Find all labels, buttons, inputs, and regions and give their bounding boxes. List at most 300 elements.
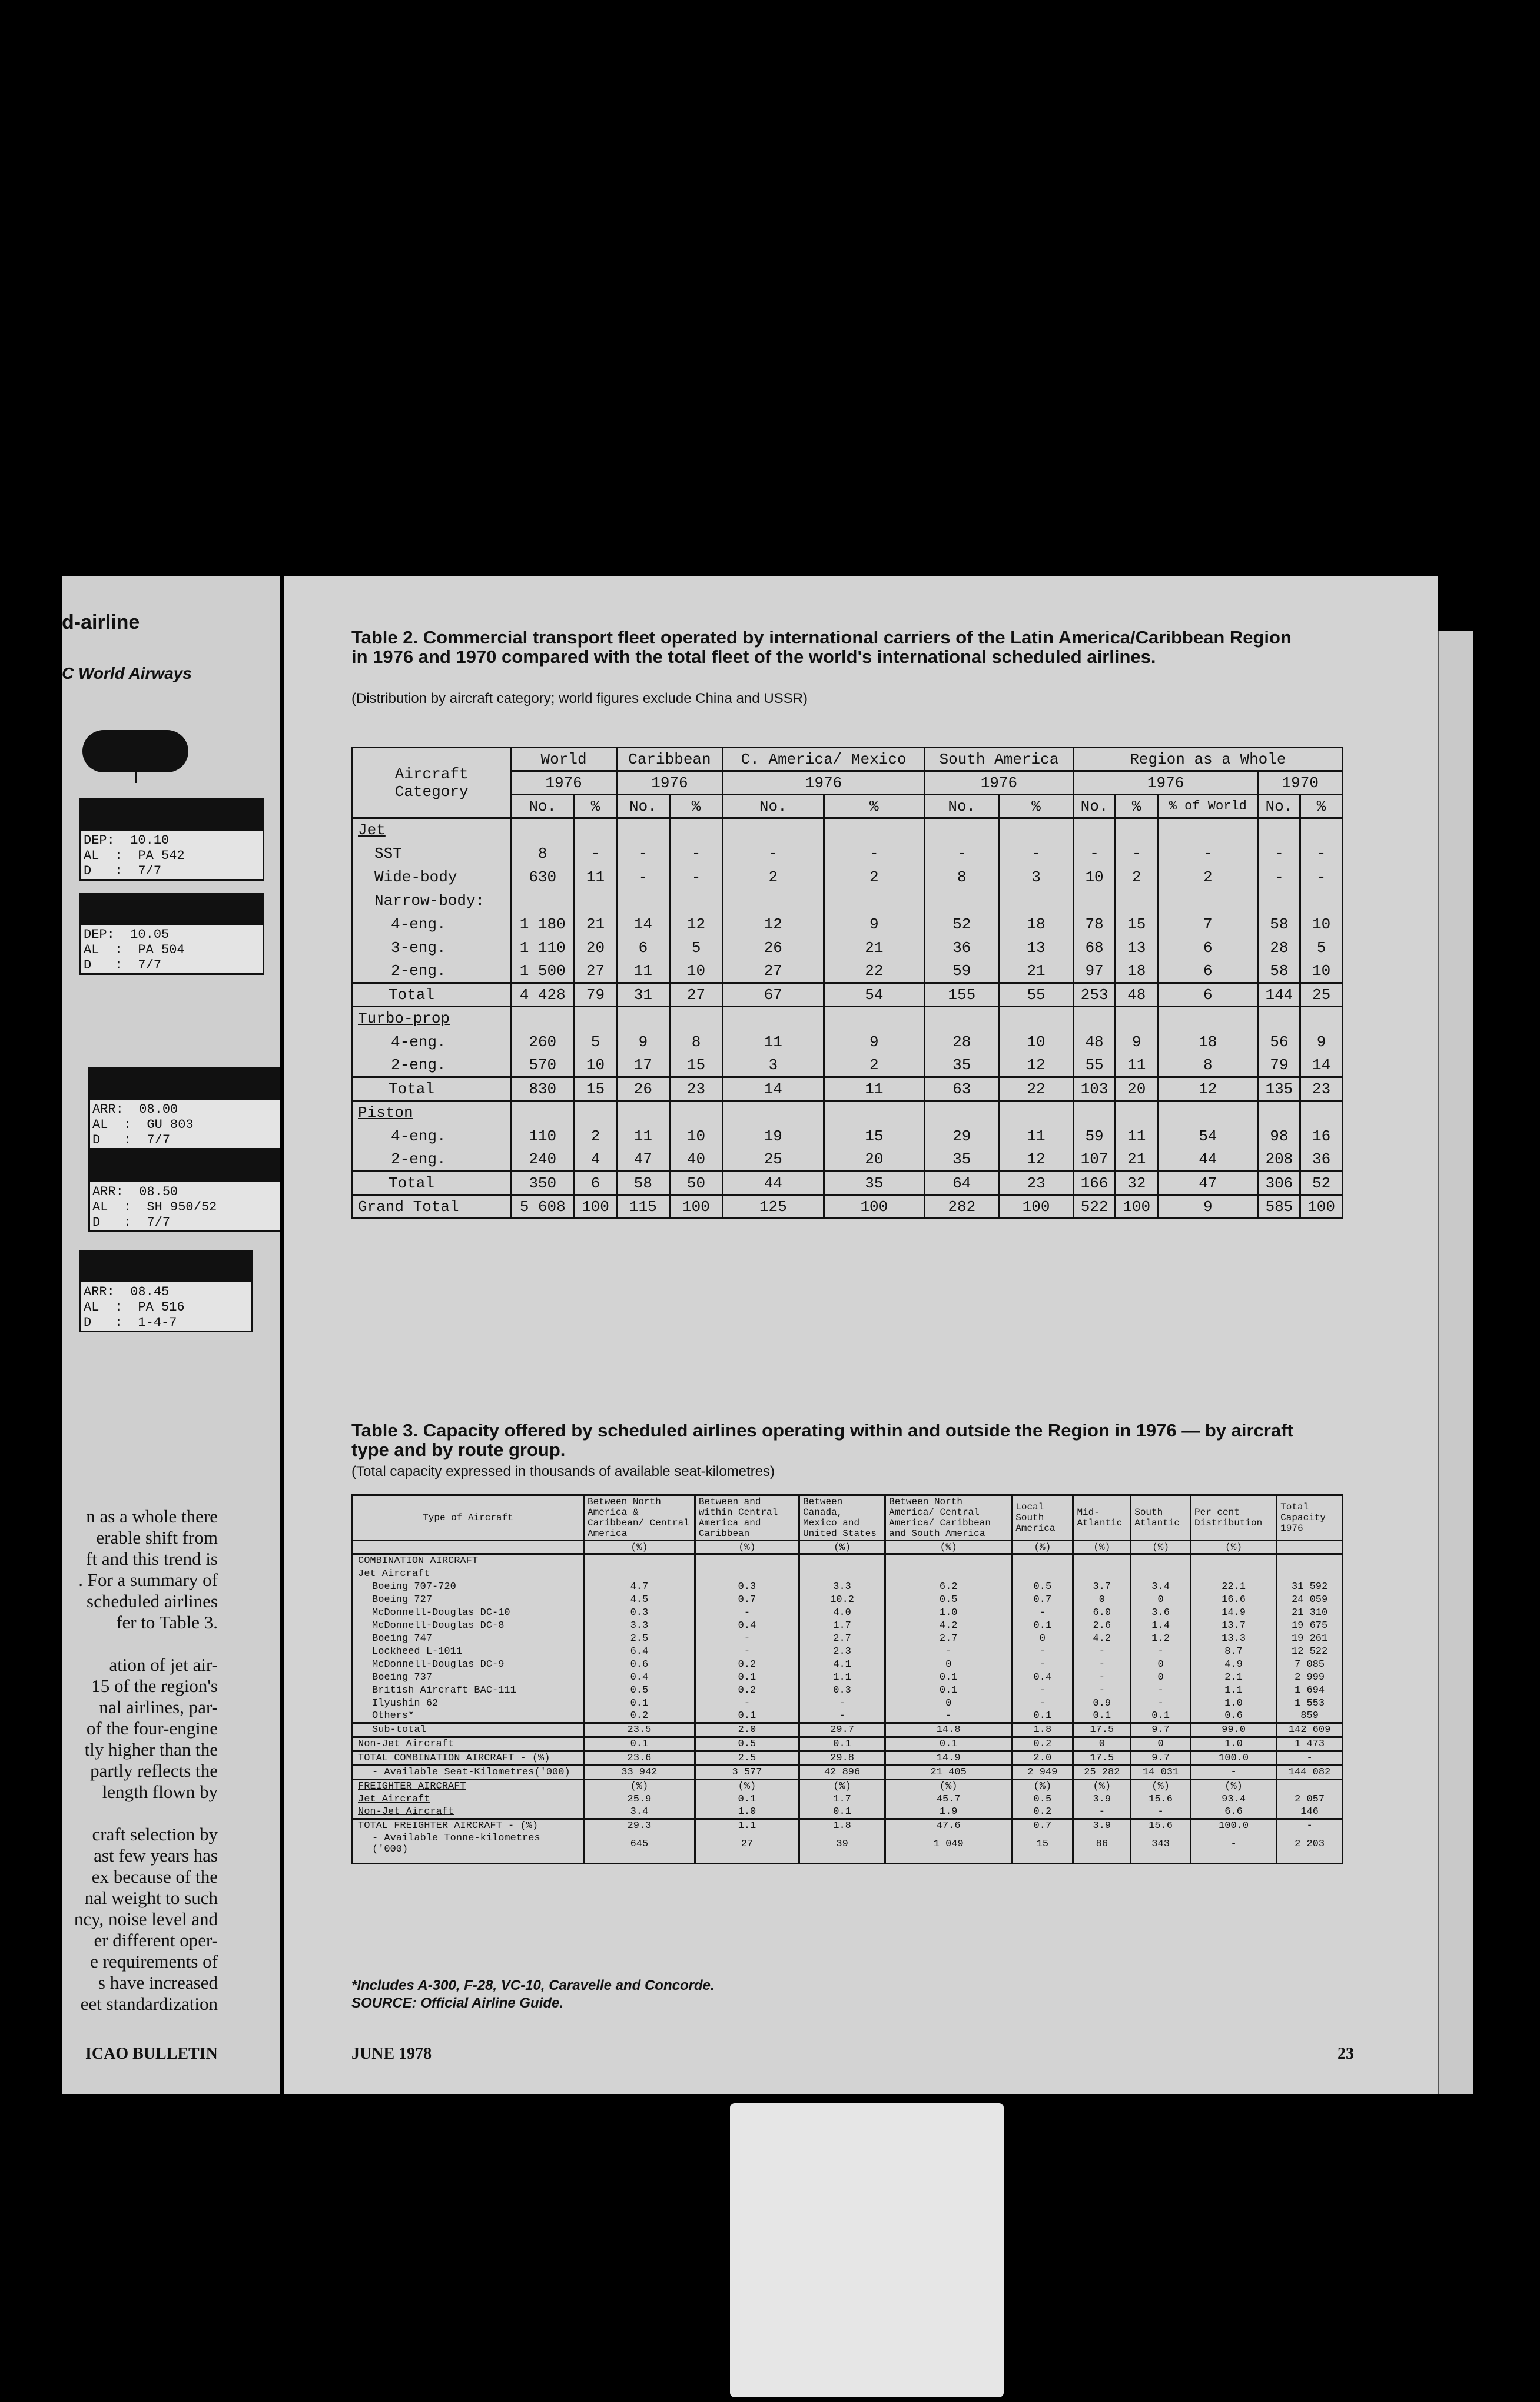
body-line: craft selection by [92,1824,218,1844]
body-line [62,1803,218,1824]
table-cell [616,1101,669,1124]
table-cell: 9.7 [1131,1751,1191,1766]
table-cell: 5 608 [511,1195,575,1219]
table-cell: - [1191,1766,1277,1780]
table-cell: 18 [999,913,1073,936]
table-cell: 27 [723,960,824,983]
table-cell: - [695,1606,799,1619]
table-cell: 9 [1300,1030,1343,1054]
flight-box-header [90,1069,280,1100]
unit-cell: (%) [1073,1541,1131,1554]
table-cell: 3 [999,865,1073,889]
row-label: Boeing 707-720 [353,1580,584,1593]
table-cell: 20 [824,1148,925,1172]
table-cell: 2 [824,865,925,889]
table-cell: 14 [616,913,669,936]
table-cell: 0.1 [695,1793,799,1806]
table-cell: 12 [999,1148,1073,1172]
table-cell: 3 [723,1054,824,1077]
table-cell: 21 405 [885,1766,1012,1780]
column-header: Total Capacity 1976 [1277,1495,1343,1541]
table-cell: 64 [925,1172,999,1195]
table-cell: - [723,842,824,865]
table-row [353,1806,1343,1819]
table-cell: - [695,1645,799,1658]
body-line: s have increased [98,1972,218,1993]
table-cell: 1.9 [885,1806,1012,1819]
table-cell: - [925,842,999,865]
table-cell: 28 [925,1030,999,1054]
table-cell: 10 [669,1124,722,1148]
table-cell [1158,889,1258,913]
table-cell [723,1007,824,1030]
table-cell: 3.9 [1073,1793,1131,1806]
table-cell: 282 [925,1195,999,1219]
table-cell: 2 [1116,865,1158,889]
table-cell: 3.6 [1131,1606,1191,1619]
table-cell: 12 [669,913,722,936]
table-cell: 14 [1300,1054,1343,1077]
table-cell: 2 203 [1277,1832,1343,1856]
table-cell: 1.8 [799,1819,885,1833]
table3-title: Capacity offered by scheduled airlines operating within and outside the Region in 1976 — by aircraft type and by route group. [351,1420,1293,1460]
table-row [353,1007,1343,1030]
table-cell [1073,1554,1131,1568]
row-label: McDonnell-Douglas DC-9 [353,1658,584,1671]
row-label: Boeing 747 [353,1632,584,1645]
table-cell [1300,818,1343,842]
table-cell: - [1258,865,1300,889]
table-row [353,889,1343,913]
table-cell: 19 [723,1124,824,1148]
table-row [353,818,1343,842]
table-cell: - [1073,1671,1131,1684]
table-cell: - [1116,842,1158,865]
table-cell: - [885,1645,1012,1658]
table-cell [1012,1554,1073,1568]
table-row [353,1671,1343,1684]
table-cell [925,1007,999,1030]
table-cell: 0.3 [584,1606,695,1619]
table-cell: 8 [669,1030,722,1054]
table-cell: 17 [616,1054,669,1077]
table-cell: 2 057 [1277,1793,1343,1806]
row-label: 2-eng. [353,1054,511,1077]
left-body-text [62,1506,218,2015]
table-cell: (%) [1012,1780,1073,1793]
table-cell: - [1012,1697,1073,1710]
row-label: FREIGHTER AIRCRAFT [353,1780,584,1793]
table-cell: (%) [799,1780,885,1793]
table-cell: 2.5 [695,1751,799,1766]
column-header: No. [1073,795,1116,818]
table-cell: 125 [723,1195,824,1219]
flight-box-line: ARR: 08.00 [92,1102,178,1117]
table-row [353,1124,1343,1148]
table-cell [999,1101,1073,1124]
table-cell: 13 [999,936,1073,960]
table-cell: 0 [885,1658,1012,1671]
table-cell: 585 [1258,1195,1300,1219]
table-cell: 0.2 [695,1684,799,1697]
table-cell: 0.9 [1073,1697,1131,1710]
table-cell: 1.4 [1131,1619,1191,1632]
table-cell: 11 [1116,1124,1158,1148]
table-cell: 2.7 [885,1632,1012,1645]
body-line: er different oper- [94,1930,218,1950]
table-cell: 25.9 [584,1793,695,1806]
table-cell: 10 [1300,960,1343,983]
table-cell: 0.1 [885,1684,1012,1697]
table-cell: 1.2 [1131,1632,1191,1645]
column-header: Between North America & Caribbean/ Central America [584,1495,695,1541]
table-cell [1258,889,1300,913]
table-cell: 1 180 [511,913,575,936]
table-cell: 29.8 [799,1751,885,1766]
table-cell: - [1012,1658,1073,1671]
table-row [353,1697,1343,1710]
flowchart-start-node [82,730,188,772]
body-line: of the four-engine [86,1718,218,1739]
column-header: Between North America/ Central America/ Caribbean and South America [885,1495,1012,1541]
table-cell [925,1101,999,1124]
table-cell [669,1101,722,1124]
table-cell: - [1073,1684,1131,1697]
table-cell: 15 [1116,913,1158,936]
table-cell: 115 [616,1195,669,1219]
table-cell: - [1191,1832,1277,1856]
table-cell [616,1007,669,1030]
table-cell: 142 609 [1277,1723,1343,1737]
row-label: McDonnell-Douglas DC-10 [353,1606,584,1619]
table-cell: 1.8 [1012,1723,1073,1737]
table-cell: 1.0 [695,1806,799,1819]
group-header: C. America/ Mexico [723,748,925,771]
table-cell: 107 [1073,1148,1116,1172]
table-cell: 59 [925,960,999,983]
table-cell: 2 [575,1124,617,1148]
table-cell: 100.0 [1191,1751,1277,1766]
table-cell: 0.4 [584,1671,695,1684]
table-cell: 6 [616,936,669,960]
table-cell [1258,1101,1300,1124]
table-cell [575,1101,617,1124]
table-row [353,1780,1343,1793]
unit-cell: (%) [695,1541,799,1554]
table-cell [1116,1101,1158,1124]
table-cell: 0.2 [1012,1737,1073,1751]
flight-box-line: D : 7/7 [84,864,162,878]
table-cell: 52 [925,913,999,936]
table-cell [999,818,1073,842]
table-cell: 15.6 [1131,1819,1191,1833]
table-cell: 12 [723,913,824,936]
footnote: *Includes A-300, F-28, VC-10, Caravelle and Concorde. [351,1978,715,1993]
table-cell: 155 [925,983,999,1007]
table-bottom-border [1073,1856,1131,1864]
table-cell: 23 [669,1077,722,1101]
table-row [353,1580,1343,1593]
row-label: - Available Tonne-kilometres ('000) [353,1832,584,1856]
body-line: . For a summary of [78,1570,218,1590]
body-line: ast few years has [94,1845,218,1866]
table-cell: 0.3 [799,1684,885,1697]
table-cell: 8.7 [1191,1645,1277,1658]
flight-info-box [88,1150,280,1232]
table-cell: 0 [1131,1658,1191,1671]
table-row [353,913,1343,936]
flight-box-line: D : 1-4-7 [84,1315,177,1330]
table-cell: 26 [723,936,824,960]
table-cell: 25 282 [1073,1766,1131,1780]
unit-cell: (%) [885,1541,1012,1554]
table-cell: 11 [723,1030,824,1054]
left-subheading: C World Airways [62,664,192,682]
table-cell: 6 [1158,936,1258,960]
table-cell: 58 [1258,960,1300,983]
table-cell: 13.7 [1191,1619,1277,1632]
table-cell: (%) [1131,1780,1191,1793]
row-label: Total [353,1077,511,1101]
table-cell [824,1101,925,1124]
flight-box-line: DEP: 10.05 [84,927,170,942]
table-cell: 9 [1158,1195,1258,1219]
table-cell [1116,818,1158,842]
table-cell [1277,1567,1343,1580]
row-label: McDonnell-Douglas DC-8 [353,1619,584,1632]
table-cell: 93.4 [1191,1793,1277,1806]
row-label: 4-eng. [353,1124,511,1148]
table-cell: 12 522 [1277,1645,1343,1658]
table-cell: 21 [575,913,617,936]
table-cell: 67 [723,983,824,1007]
table-cell: 4.5 [584,1593,695,1606]
table-cell: - [1258,842,1300,865]
table-cell [824,818,925,842]
table-bottom-border [353,1856,584,1864]
table-cell: 350 [511,1172,575,1195]
column-header: Per cent Distribution [1191,1495,1277,1541]
unit-cell [1277,1541,1343,1554]
table-cell: 4.1 [799,1658,885,1671]
flight-box-line: AL : SH 950/52 [92,1200,217,1215]
table-cell: 47.6 [885,1819,1012,1833]
table-cell: 1 473 [1277,1737,1343,1751]
group-header: Region as a Whole [1073,748,1342,771]
year-header: 1970 [1258,771,1342,795]
table-cell: 8 [925,865,999,889]
table-row [353,1684,1343,1697]
table-cell: 35 [925,1148,999,1172]
table-cell: 23.6 [584,1751,695,1766]
table-cell: 27 [695,1832,799,1856]
table-cell: 22 [824,960,925,983]
table-cell: 56 [1258,1030,1300,1054]
table-row [353,1645,1343,1658]
row-label: Grand Total [353,1195,511,1219]
table-cell: 570 [511,1054,575,1077]
table-cell: - [669,865,722,889]
table-cell: 2.3 [799,1645,885,1658]
table-cell: 4.2 [1073,1632,1131,1645]
table-cell: 12 [1158,1077,1258,1101]
table-cell: 26 [616,1077,669,1101]
table-cell: 20 [1116,1077,1158,1101]
table-cell [799,1567,885,1580]
table-cell: - [824,842,925,865]
table-cell: 1.1 [695,1819,799,1833]
table-bottom-border [1012,1856,1073,1864]
table-cell: 24 059 [1277,1593,1343,1606]
flight-box-line: DEP: 10.10 [84,833,170,848]
row-label: 4-eng. [353,913,511,936]
table-cell: 2 [1158,865,1258,889]
table-cell [1158,1101,1258,1124]
table-cell: 306 [1258,1172,1300,1195]
table-cell: 1 049 [885,1832,1012,1856]
year-header: 1976 [616,771,722,795]
table-bottom-border [695,1856,799,1864]
body-line: erable shift from [96,1527,218,1548]
table-cell: 32 [1116,1172,1158,1195]
table-cell: (%) [885,1780,1012,1793]
table-cell: 14.9 [1191,1606,1277,1619]
table-cell: 9 [824,1030,925,1054]
table-row [353,1751,1343,1766]
table-row [353,1658,1343,1671]
flight-box-line: AL : PA 516 [84,1300,185,1315]
table-cell [1300,889,1343,913]
table-bottom-border [885,1856,1012,1864]
table-cell [1073,1007,1116,1030]
table-cell: 14 031 [1131,1766,1191,1780]
table-bottom-border [1277,1856,1343,1864]
table-cell: 1.7 [799,1793,885,1806]
table-row [353,1172,1343,1195]
year-header: 1976 [723,771,925,795]
table-cell: 10.2 [799,1593,885,1606]
table-cell: 18 [1158,1030,1258,1054]
table-cell: 100 [824,1195,925,1219]
table-cell: 6.6 [1191,1806,1277,1819]
table-cell: 58 [1258,913,1300,936]
flight-box-header [81,800,263,831]
table-cell: 6 [1158,960,1258,983]
column-header: No. [925,795,999,818]
table-row [353,1723,1343,1737]
table-row [353,1632,1343,1645]
table-cell: 36 [1300,1148,1343,1172]
table-bottom-border [1131,1856,1191,1864]
table-cell [1116,1007,1158,1030]
table-cell: 21 310 [1277,1606,1343,1619]
table-cell [723,1101,824,1124]
table-cell: 0.6 [584,1658,695,1671]
flight-box-header [90,1152,280,1182]
body-line: n as a whole there [86,1506,218,1527]
table-cell: 0 [1073,1593,1131,1606]
table-cell: 54 [824,983,925,1007]
row-label: Turbo-prop [353,1007,511,1030]
table-cell: 6 [575,1172,617,1195]
table-cell: 33 942 [584,1766,695,1780]
column-header: South Atlantic [1131,1495,1191,1541]
table-cell: 47 [616,1148,669,1172]
body-line: 15 of the region's [91,1676,218,1696]
group-header: Caribbean [616,748,722,771]
table-cell: - [575,842,617,865]
table-cell: 45.7 [885,1793,1012,1806]
table-cell: 6 [1158,983,1258,1007]
table-cell: 343 [1131,1832,1191,1856]
table-cell: 40 [669,1148,722,1172]
table-cell: 19 675 [1277,1619,1343,1632]
flight-box-line: D : 7/7 [92,1215,171,1230]
table-cell [723,889,824,913]
table-cell: 17.5 [1073,1723,1131,1737]
table-cell: - [799,1697,885,1710]
table-cell: 13.3 [1191,1632,1277,1645]
table-cell [584,1554,695,1568]
table-cell: 6.0 [1073,1606,1131,1619]
row-label: 4-eng. [353,1030,511,1054]
table-cell [511,1007,575,1030]
table-cell: 3.4 [584,1806,695,1819]
row-label: Jet Aircraft [353,1793,584,1806]
table-cell: - [1158,842,1258,865]
table-cell [1277,1780,1343,1793]
table-cell: 23.5 [584,1723,695,1737]
table-cell: 0.7 [1012,1819,1073,1833]
table-cell: 645 [584,1832,695,1856]
table-cell: 9 [1116,1030,1158,1054]
table-cell: 2.0 [695,1723,799,1737]
table-cell: 253 [1073,983,1116,1007]
body-line [62,1633,218,1654]
table-cell: 0.5 [695,1737,799,1751]
table3-subtitle: (Total capacity expressed in thousands of available seat-kilometres) [351,1464,775,1479]
table-row [353,1593,1343,1606]
column-header: % [999,795,1073,818]
table-cell: 31 592 [1277,1580,1343,1593]
table-cell: 21 [999,960,1073,983]
table-cell: 0.4 [1012,1671,1073,1684]
table-cell [1258,818,1300,842]
table-cell [1300,1007,1343,1030]
fleet-table [351,747,1343,1219]
table-cell [695,1554,799,1568]
source-note: SOURCE: Official Airline Guide. [351,1995,564,2011]
left-page [62,576,280,2094]
table-cell: 78 [1073,913,1116,936]
flight-box-header [81,894,263,925]
table-cell: 2.6 [1073,1619,1131,1632]
table-row [353,1793,1343,1806]
body-line: nal airlines, par- [99,1697,218,1717]
table-cell: 52 [1300,1172,1343,1195]
table-cell: - [616,842,669,865]
table-cell: - [669,842,722,865]
row-label: Sub-total [353,1723,584,1737]
column-header: Between and within Central America and Caribbean [695,1495,799,1541]
table-cell: 10 [999,1030,1073,1054]
table-row [353,960,1343,983]
table-cell: - [1073,842,1116,865]
table-cell: 0.7 [695,1593,799,1606]
table-cell: 3.3 [799,1580,885,1593]
table-cell [723,818,824,842]
table-cell [1073,1101,1116,1124]
